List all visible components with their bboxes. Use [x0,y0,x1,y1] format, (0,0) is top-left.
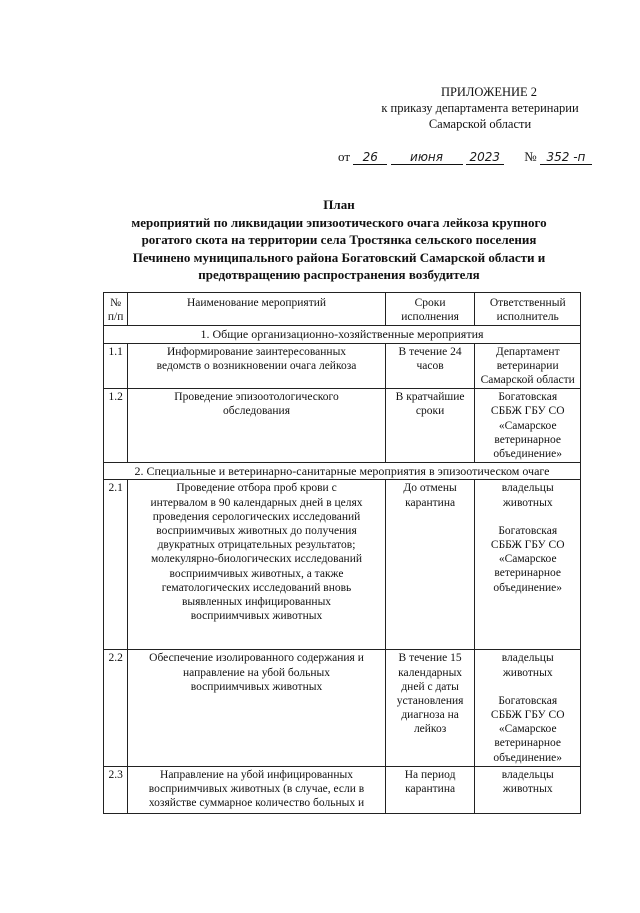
section-row [104,326,581,343]
section-title: 1. Общие организационно-хозяйственные мероприятия [104,326,581,343]
cell-responsible-line: Богатовская [498,391,558,404]
cell-name-line: проведения серологических исследований [152,510,361,523]
cell-responsible-line: СББЖ ГБУ СО [490,405,565,418]
cell-name-line: гематологических исследований вновь [161,581,352,594]
cell-name-line: двукратных отрицательных результатов; [157,539,356,552]
cell-name-line: Направление на убой инфицированных [160,768,353,781]
cell-term-line: До отмены [403,482,457,495]
cell-responsible-line: животных [502,496,553,509]
header-resp-line: исполнитель [496,311,559,324]
appendix-region: Самарской области [428,117,532,131]
cell-responsible-line: владельцы [501,652,554,665]
order-month: июня [391,150,463,165]
cell-responsible-line: Департамент [495,345,560,358]
cell-name-line: Проведение эпизоотологического [174,391,339,404]
cell-responsible-line: «Самарское [498,419,557,432]
title-line: рогатого скота на территории села Тростянка сельского поселения [141,232,537,247]
title-line: мероприятий по ликвидации эпизоотического очага лейкоза крупного [131,214,547,230]
cell-term-line: установления [396,695,464,708]
header-term-line: исполнения [401,311,459,324]
cell-responsible-line: ветеринарное [494,433,562,446]
cell-term [385,766,475,813]
cell-responsible [475,650,581,766]
cell-name-line: ведомств о возникновении очага лейкоза [156,359,357,372]
table-row [104,389,581,463]
title-line: предотвращению распространения возбудителя [198,267,480,282]
cell-responsible [475,766,581,813]
appendix-header [330,84,630,132]
cell-responsible-line: СББЖ ГБУ СО [490,709,565,722]
header-term [385,293,475,326]
cell-name [128,343,385,389]
cell-name-line: молекулярно-биологических исследований [151,553,363,566]
cell-term-line: календарных [398,666,463,679]
cell-term-line: карантина [405,783,456,796]
cell-num [104,766,128,813]
cell-responsible [475,389,581,463]
cell-term-line: сроки [415,405,445,418]
header-term-line: Сроки [414,297,446,309]
cell-term-line: В течение 15 [398,652,462,665]
cell-responsible-line: «Самарское [498,723,557,736]
cell-responsible-line: объединение» [493,581,563,594]
cell-responsible [475,480,581,650]
cell-responsible-line: владельцы [501,768,554,781]
cell-num-line: 2.2 [108,652,123,665]
cell-term-line: карантина [405,496,456,509]
cell-responsible-line: СББЖ ГБУ СО [490,539,565,552]
cell-name-line: восприимчивых животных до получения [156,525,357,538]
header-num [104,293,128,326]
cell-responsible-line [478,510,577,524]
plan-table [103,292,581,814]
cell-term-line: В кратчайшие [395,391,465,404]
cell-name-line: обследования [223,405,290,418]
cell-responsible-line: животных [502,783,553,796]
cell-name [128,480,385,650]
table-row [104,766,581,813]
cell-responsible-line: ветеринарное [494,567,562,580]
cell-name-line: выявленных инфицированных [181,596,332,609]
cell-responsible-line: объединение» [493,448,563,461]
cell-responsible-line: Богатовская [498,694,558,707]
cell-name-line: хозяйстве суммарное количество больных и [148,797,365,810]
cell-term [385,480,475,650]
document-title [96,196,582,284]
cell-responsible-line [478,680,577,694]
order-day: 26 [353,150,387,165]
order-year: 2023 [466,150,504,165]
header-num-line: № [110,297,122,309]
table-header-row [104,293,581,326]
cell-term [385,343,475,389]
cell-num [104,650,128,766]
cell-responsible-line: «Самарское [498,553,557,566]
cell-responsible-line: ветеринарное [494,737,562,750]
cell-name-line: интервалом в 90 календарных дней в целях [150,496,363,509]
header-resp-line: Ответственный [489,297,566,309]
title-word: План [323,197,355,212]
appendix-title: ПРИЛОЖЕНИЕ 2 [440,85,538,99]
cell-num [104,389,128,463]
table-row [104,343,581,389]
cell-responsible [475,343,581,389]
cell-name-line: восприимчивых животных (в случае, если в [148,783,365,796]
cell-name-line: восприимчивых животных, а также [169,567,344,580]
cell-name [128,389,385,463]
order-date-number [338,149,598,165]
header-name: Наименование мероприятий [128,293,385,326]
cell-name-line: восприимчивых животных [190,680,323,693]
cell-name-line: направление на убой больных [183,666,330,679]
cell-num-line: 1.1 [108,345,123,358]
cell-responsible-line: ветеринарии [496,359,559,372]
cell-term-line: На период [404,768,456,781]
cell-num [104,480,128,650]
cell-term-line: часов [416,359,444,372]
section-row [104,463,581,480]
cell-term-line: лейкоз [413,723,447,736]
cell-num-line: 1.2 [108,391,123,404]
cell-term [385,650,475,766]
order-prefix: от [338,149,351,164]
order-number-sign: № [524,149,537,164]
cell-name [128,650,385,766]
cell-responsible-line: владельцы [501,482,554,495]
cell-responsible-line: объединение» [493,751,563,764]
cell-num [104,343,128,389]
appendix-order-ref: к приказу департамента ветеринарии [381,101,579,115]
cell-responsible-line: Богатовская [498,524,558,537]
cell-name [128,766,385,813]
cell-num-line: 2.3 [108,768,123,781]
cell-name-line: Информирование заинтересованных [166,345,347,358]
cell-responsible-line: Самарской области [480,374,575,387]
cell-name-line: Проведение отбора проб крови с [176,482,337,495]
cell-term-line: дней с даты [401,680,459,693]
header-responsible [475,293,581,326]
table-row [104,650,581,766]
cell-name-line: восприимчивых животных [190,610,323,623]
header-num-line: п/п [107,311,124,324]
cell-responsible-line: животных [502,666,553,679]
order-number: 352 -п [540,150,592,165]
cell-term-line: В течение 24 [398,345,462,358]
cell-num-line: 2.1 [108,482,123,495]
section-title: 2. Специальные и ветеринарно-санитарные мероприятия в эпизоотическом очаге [104,463,581,480]
table-row [104,480,581,650]
title-line: Печинено муниципального района Богатовский Самарской области и [132,249,546,265]
cell-term-line: диагноза на [401,709,459,722]
cell-term [385,389,475,463]
cell-name-line: Обеспечение изолированного содержания и [149,652,364,665]
